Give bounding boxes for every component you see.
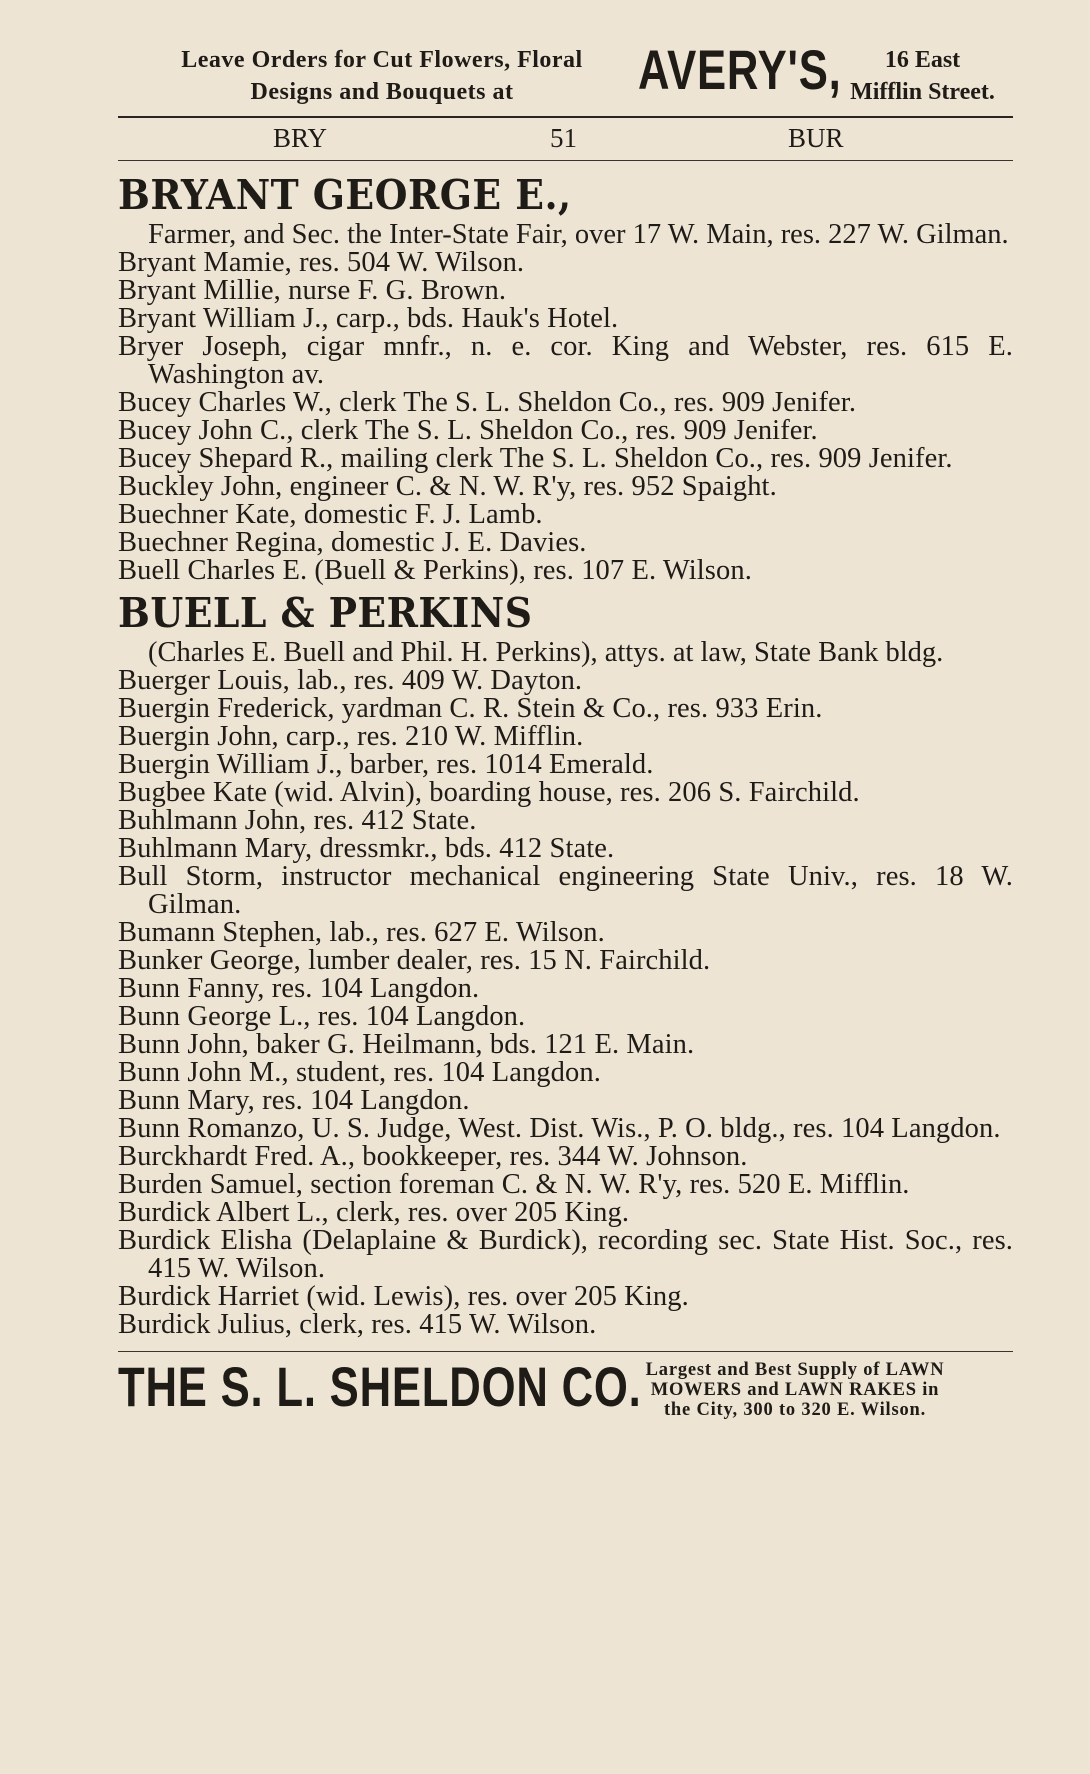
directory-page <box>118 40 1013 1730</box>
directory-entry: Buerger Louis, lab., res. 409 W. Dayton. <box>118 665 583 696</box>
directory-entry: Buell Charles E. (Buell & Perkins), res. 107 E. Wilson. <box>118 555 752 586</box>
header-ad-right-line-1: 16 East <box>884 47 961 73</box>
directory-entry: Burdick Elisha (Delaplaine & Burdick), recording sec. State Hist. Soc., res. 415 W. Wilson. <box>118 1225 1013 1284</box>
directory-entry: Burden Samuel, section foreman C. & N. W. R'y, res. 520 E. Mifflin. <box>118 1169 910 1200</box>
header-ad-brand: AVERY'S, <box>638 38 842 101</box>
page-number: 51 <box>550 123 577 153</box>
footer-ad-line-1: Largest and Best Supply of LAWN <box>645 1360 945 1380</box>
entries-group-2 <box>118 667 1013 1339</box>
directory-entry: Burdick Albert L., clerk, res. over 205 King. <box>118 1197 630 1228</box>
directory-entry: Bryer Joseph, cigar mnfr., n. e. cor. King and Webster, res. 615 E. Washington av. <box>118 331 1013 390</box>
directory-entry: Buergin William J., barber, res. 1014 Emerald. <box>118 749 654 780</box>
running-head-rule <box>118 160 1013 161</box>
directory-entry: Bryant Millie, nurse F. G. Brown. <box>118 275 507 306</box>
directory-entry: Bunn Fanny, res. 104 Langdon. <box>118 973 480 1004</box>
buell-perkins-detail: (Charles E. Buell and Phil. H. Perkins), attys. at law, State Bank bldg. <box>148 637 944 668</box>
directory-entry: Bunn Mary, res. 104 Langdon. <box>118 1085 470 1116</box>
bryant-heading-detail: Farmer, and Sec. the Inter-State Fair, over 17 W. Main, res. 227 W. Gilman. <box>148 219 1009 250</box>
footer-rule <box>118 1351 1013 1352</box>
directory-entry: Bugbee Kate (wid. Alvin), boarding house, res. 206 S. Fairchild. <box>118 777 860 808</box>
footer-ad-line-3: the City, 300 to 320 E. Wilson. <box>663 1400 927 1420</box>
footer-advertisement <box>118 1356 1013 1426</box>
header-ad-left-line-2: Designs and Bouquets at <box>250 79 514 105</box>
directory-entry: Burckhardt Fred. A., bookkeeper, res. 344 W. Johnson. <box>118 1141 748 1172</box>
directory-entry: Burdick Harriet (wid. Lewis), res. over 205 King. <box>118 1281 689 1312</box>
directory-entry: Buergin Frederick, yardman C. R. Stein & Co., res. 933 Erin. <box>118 693 823 724</box>
directory-entry: Bunn Romanzo, U. S. Judge, West. Dist. Wis., P. O. bldg., res. 104 Langdon. <box>118 1113 1001 1144</box>
running-head <box>118 118 1013 160</box>
directory-entry: Bucey John C., clerk The S. L. Sheldon Co., res. 909 Jenifer. <box>118 415 818 446</box>
header-ad-right-text <box>830 44 1015 108</box>
directory-entry: Buhlmann Mary, dressmkr., bds. 412 State. <box>118 833 615 864</box>
buell-perkins-heading: BUELL & PERKINS <box>118 589 533 637</box>
header-ad-right-line-2: Mifflin Street. <box>850 79 995 105</box>
directory-entry: Bunn John, baker G. Heilmann, bds. 121 E. Main. <box>118 1029 695 1060</box>
footer-ad-line-2: MOWERS and LAWN RAKES in <box>650 1380 940 1400</box>
directory-entry: Buhlmann John, res. 412 State. <box>118 805 477 836</box>
running-head-right: BUR <box>788 123 844 153</box>
bryant-heading: BRYANT GEORGE E., <box>118 171 572 219</box>
directory-entry: Bryant Mamie, res. 504 W. Wilson. <box>118 247 525 278</box>
directory-entry: Bryant William J., carp., bds. Hauk's Hotel. <box>118 303 619 334</box>
directory-entry: Bucey Charles W., clerk The S. L. Sheldon Co., res. 909 Jenifer. <box>118 387 857 418</box>
directory-entry: Buckley John, engineer C. & N. W. R'y, res. 952 Spaight. <box>118 471 777 502</box>
directory-entry: Buechner Regina, domestic J. E. Davies. <box>118 527 587 558</box>
header-ad-left-text <box>122 44 642 108</box>
directory-entry: Bunn George L., res. 104 Langdon. <box>118 1001 526 1032</box>
directory-entries <box>118 169 1013 1339</box>
entries-group-1 <box>118 249 1013 585</box>
directory-entry: Bumann Stephen, lab., res. 627 E. Wilson. <box>118 917 605 948</box>
directory-entry: Bull Storm, instructor mechanical engineering State Univ., res. 18 W. Gilman. <box>118 861 1013 920</box>
header-advertisement <box>118 40 1013 112</box>
directory-entry: Burdick Julius, clerk, res. 415 W. Wilson. <box>118 1309 597 1340</box>
directory-entry: Bucey Shepard R., mailing clerk The S. L. Sheldon Co., res. 909 Jenifer. <box>118 443 953 474</box>
directory-entry: Bunn John M., student, res. 104 Langdon. <box>118 1057 601 1088</box>
directory-entry: Buechner Kate, domestic F. J. Lamb. <box>118 499 543 530</box>
header-ad-left-line-1: Leave Orders for Cut Flowers, Floral <box>181 47 583 73</box>
directory-entry: Bunker George, lumber dealer, res. 15 N. Fairchild. <box>118 945 711 976</box>
running-head-left: BRY <box>273 123 328 153</box>
footer-ad-brand: THE S. L. SHELDON CO. <box>118 1355 642 1418</box>
directory-entry: Buergin John, carp., res. 210 W. Mifflin. <box>118 721 584 752</box>
footer-ad-text <box>580 1360 1010 1420</box>
